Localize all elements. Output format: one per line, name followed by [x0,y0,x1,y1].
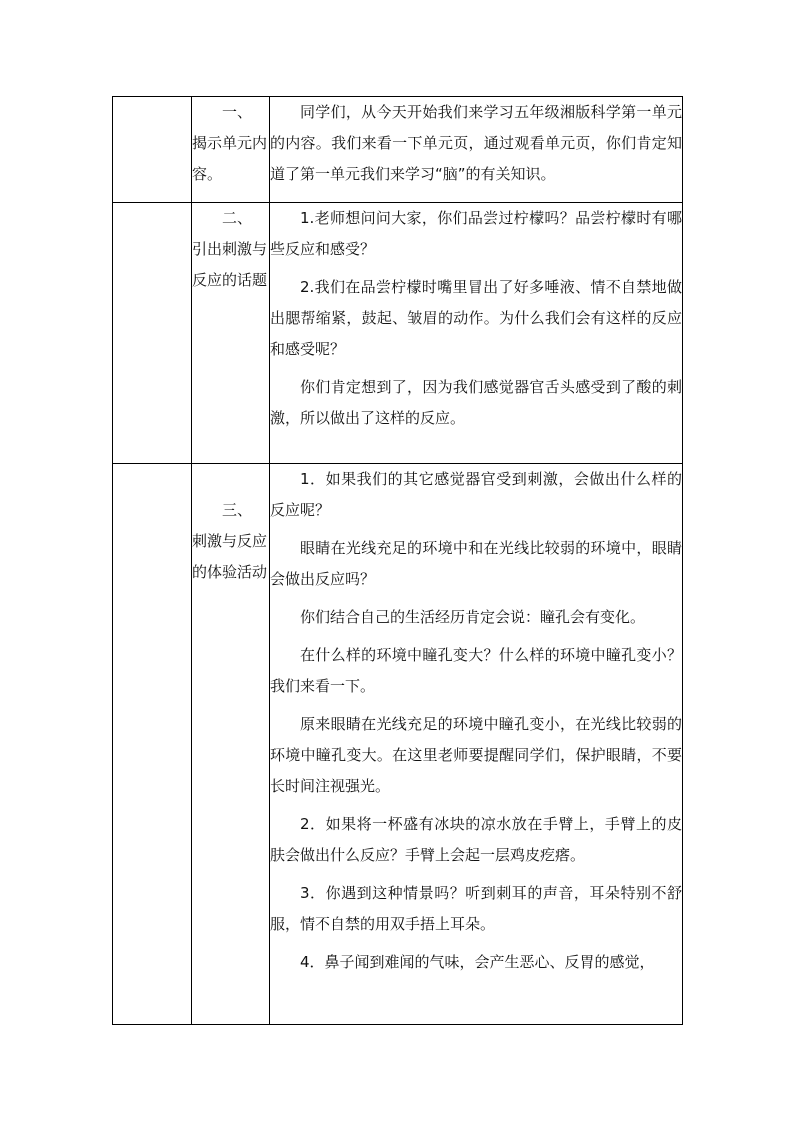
table-row [113,464,683,1025]
step-number: 二、 [222,209,253,227]
step-cell [192,203,270,464]
paragraph: 你们结合自己的生活经历肯定会说：瞳孔会有变化。 [300,608,646,626]
blank-cell [113,203,192,464]
paragraph: 原来眼睛在光线充足的环境中瞳孔变小，在光线比较弱的环境中瞳孔变大。在这里老师要提醒同学们，保护眼睛，不要长时间注视强光。 [270,715,682,795]
step-cell [192,464,270,1025]
paragraph: 在什么样的环境中瞳孔变大？什么样的环境中瞳孔变小？我们来看一下。 [270,646,682,695]
paragraph: 3．你遇到这种情景吗？听到刺耳的声音，耳朵特别不舒服，情不自禁的用双手捂上耳朵。 [270,884,682,933]
paragraph: 1.老师想问问大家，你们品尝过柠檬吗？品尝柠檬时有哪些反应和感受？ [270,209,682,258]
paragraph: 2.我们在品尝柠檬时嘴里冒出了好多唾液、情不自禁地做出腮帮缩紧，鼓起、皱眉的动作。为什么我们会有这样的反应和感受呢？ [270,278,682,358]
paragraph: 4．鼻子闻到难闻的气味，会产生恶心、反胃的感觉， [300,953,655,971]
step-title: 引出刺激与反应的话题 [192,240,268,289]
step-cell [192,97,270,203]
content-cell [270,97,683,203]
paragraph: 2．如果将一杯盛有冰块的凉水放在手臂上，手臂上的皮肤会做出什么反应？手臂上会起一层鸡皮疙瘩。 [270,815,682,864]
step-title: 揭示单元内容。 [192,134,268,183]
content-cell [270,203,683,464]
paragraph: 你们肯定想到了，因为我们感觉器官舌头感受到了酸的刺激，所以做出了这样的反应。 [270,378,682,427]
step-number: 三、 [222,501,253,519]
table-row [113,97,683,203]
paragraph: 眼睛在光线充足的环境中和在光线比较弱的环境中，眼睛会做出反应吗？ [270,539,682,588]
lesson-plan-table [112,96,683,1025]
paragraph: 同学们，从今天开始我们来学习五年级湘版科学第一单元的内容。我们来看一下单元页，通过观看单元页，你们肯定知道了第一单元我们来学习“脑”的有关知识。 [270,103,682,183]
table-row [113,203,683,464]
content-cell [270,464,683,1025]
blank-cell [113,97,192,203]
step-title: 刺激与反应的体验活动 [192,532,268,581]
paragraph: 1．如果我们的其它感觉器官受到刺激，会做出什么样的反应呢？ [270,470,682,519]
step-number: 一、 [222,103,253,121]
blank-cell [113,464,192,1025]
